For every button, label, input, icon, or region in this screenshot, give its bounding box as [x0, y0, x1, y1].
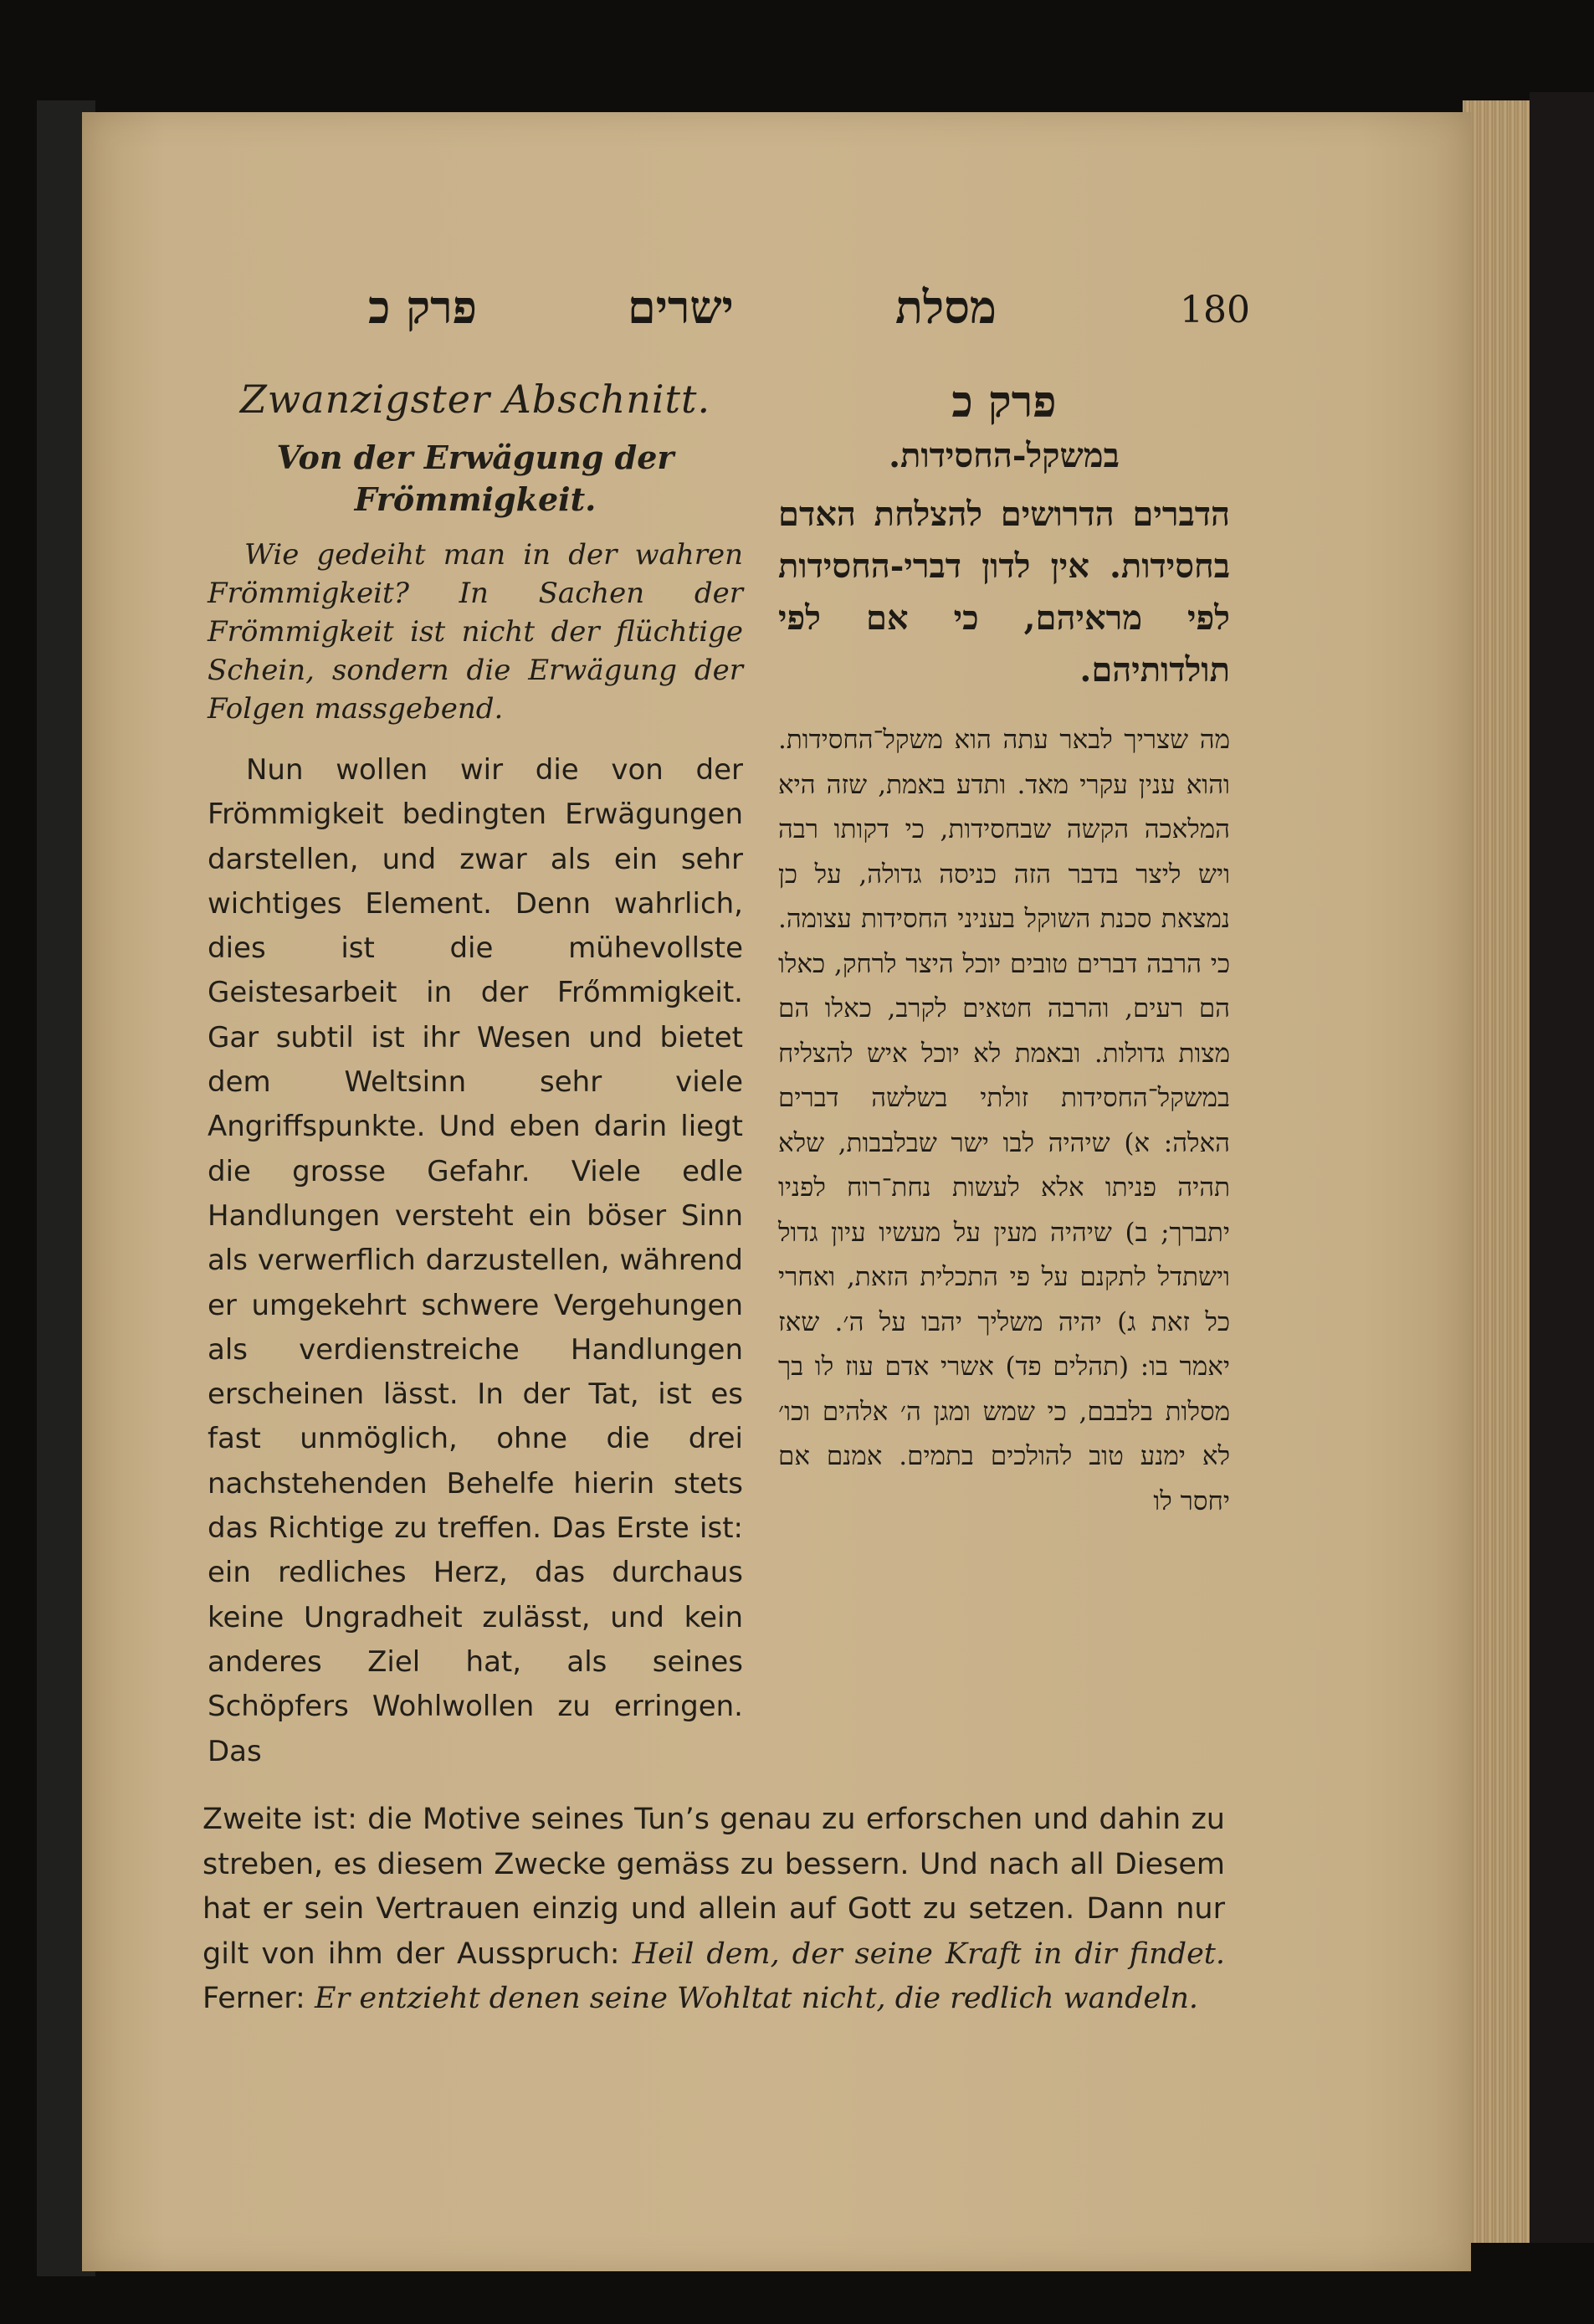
page-stack-edge [1463, 100, 1530, 2243]
german-continuation-text [202, 1798, 1225, 2022]
running-head-title-word-2: ישרים [628, 280, 734, 334]
hebrew-chapter-heading: פרק כ [951, 377, 1057, 428]
german-ferner: Ferner: [202, 1982, 305, 2015]
running-head-title-word-1: מסלת [895, 280, 997, 334]
german-continuation: Zweite ist: die Motive seines Tun’s genau zu erforschen und dahin zu streben, es diesem Zwecke gemäss zu bessern. Und nach all Diesem hat er sein Vertrauen einzig und allein auf Gott zu setzen. Dann nur gilt von ihm der Ausspruch: [202, 1803, 1225, 1971]
running-head [351, 280, 1255, 339]
german-chapter-subheading: Von der Erwägung der Frömmigkeit. [276, 439, 674, 518]
hebrew-chapter-subheading: במשקל-החסידות. [889, 436, 1120, 475]
running-head-chapter: פרק כ [368, 280, 477, 334]
book-back-cover [1530, 92, 1594, 2243]
german-chapter-summary: Wie gedeiht man in der wahren Frömmigkeit? In Sachen der Frömmigkeit ist nicht der flüchtige Schein, sondern die Erwägung der Folgen massgebend. [208, 538, 743, 726]
hebrew-body-text: מה שצריך לבאר עתה הוא משקל־החסידות. והוא ענין עקרי מאד. ותדע באמת, שזה היא המלאכה הקשה שבחסידות, כי דקותו רבה ויש ליצר בדבר הזה כניסה גדולה, על כן נמצאת סכנת השוקל בעניני החסידות עצומה. כי הרבה דברים טובים יוכל היצר לרחק, כאלו הם רעים, והרבה חטאים לקרב, כאלו הם מצות גדולות. ובאמת לא יוכל איש להצליח במשקל־החסידות זולתי בשלשה דברים האלה: א) שיהיה לבו ישר שבלבבות, שלא תהיה פניתו אלא לעשות נחת־רוח לפניו יתברך; ב) שיהיה מעין על מעשיו עיון גדול וישתדל לתקנם על פי התכלית הזאת, ואחרי כל זאת ג) יהיה משליך יהבו על ה׳. שאז יאמר בו: (תהלים פד) אשרי אדם עוז לו בך מסלות בלבבם, כי שמש ומגן ה׳ אלהים וכו׳ לא ימנע טוב להולכים בתמים. אמנם אם יחסר לו [778, 725, 1230, 1516]
german-quote-2: Er entzieht denen seine Wohltat nicht, die redlich wandeln. [314, 1982, 1199, 2015]
hebrew-column [778, 377, 1230, 1524]
german-quote-1: Heil dem, der seine Kraft in dir findet. [632, 1937, 1225, 1971]
hebrew-chapter-summary: הדברים הדרושים להצלחת האדם בחסידות. אין לדון דברי-החסידות לפי מראיהם, כי אם לפי תולדותיהם. [778, 495, 1230, 690]
page-number: 180 [1180, 289, 1250, 331]
german-column [208, 377, 743, 1774]
german-body-text: Nun wollen wir die von der Frömmigkeit bedingten Erwägungen darstellen, und zwar als ein sehr wichtiges Element. Denn wahrlich, dies ist die mühevollste Geistesarbeit in der Frőmmigkeit. Gar subtil ist ihr Wesen und bietet dem Weltsinn sehr viele Angriffspunkte. Und eben darin liegt die grosse Gefahr. Viele edle Handlungen versteht ein böser Sinn als verwerflich darzustellen, während er umgekehrt schwere Vergehungen als verdienstreiche Handlungen erscheinen lässt. In der Tat, ist es fast unmöglich, ohne die drei nachstehenden Behelfe hierin stets das Richtige zu treffen. Das Erste ist: ein redliches Herz, das durchaus keine Ungradheit zulässt, und kein anderes Ziel hat, als seines Schöpfers Wohlwollen zu erringen. Das [208, 753, 743, 1768]
german-chapter-heading: Zwanzigster Abschnitt. [239, 377, 711, 422]
